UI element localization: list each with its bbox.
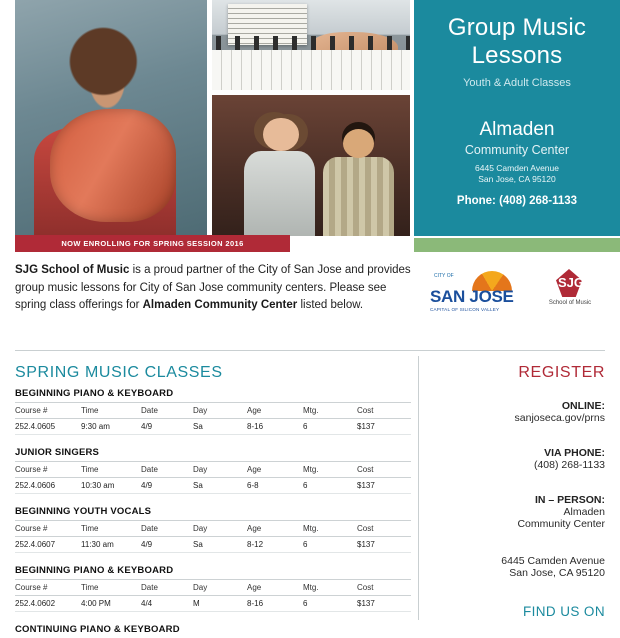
decorative-shape — [34, 127, 176, 236]
table-row — [15, 537, 411, 553]
child-head-shape — [343, 129, 375, 159]
register-item-label: ONLINE: — [561, 400, 605, 412]
singing-photo-art — [212, 95, 410, 236]
table-cell: 10:30 am — [81, 478, 141, 494]
partner-logos — [428, 266, 608, 328]
column-header: Course # — [15, 580, 81, 596]
table-cell: 8-16 — [247, 596, 303, 612]
photo-two-children-singing — [212, 95, 410, 236]
logo-tagline-text: CAPITAL OF SILICON VALLEY — [430, 307, 500, 312]
column-header: Cost — [357, 462, 411, 478]
table-cell: 11:30 am — [81, 537, 141, 553]
table-cell: 4/9 — [141, 478, 193, 494]
table-cell: 6 — [303, 537, 357, 553]
table-cell: 252.4.0606 — [15, 478, 81, 494]
phone-number: Phone: (408) 268-1133 — [456, 195, 578, 207]
table-cell: 252.4.0602 — [15, 596, 81, 612]
column-header: Age — [247, 462, 303, 478]
column-header: Course # — [15, 462, 81, 478]
column-header: Mtg. — [303, 521, 357, 537]
class-category-block — [15, 388, 411, 435]
table-cell: 6-8 — [247, 478, 303, 494]
column-header: Mtg. — [303, 462, 357, 478]
table-cell: 252.4.0607 — [15, 537, 81, 553]
sjg-school-of-music-logo — [542, 269, 598, 325]
table-cell: $137 — [357, 537, 411, 553]
spring-classes-heading: SPRING MUSIC CLASSES — [15, 364, 223, 381]
white-keys-shape — [212, 50, 410, 90]
column-header: Age — [247, 521, 303, 537]
piano-photo-art — [212, 0, 410, 90]
table-cell: $137 — [357, 419, 411, 435]
header-panel — [414, 0, 620, 236]
column-header: Age — [247, 580, 303, 596]
table-header-row — [15, 403, 411, 419]
column-header: Cost — [357, 580, 411, 596]
column-header: Course # — [15, 403, 81, 419]
address-line-2: San Jose, CA 95120 — [478, 174, 556, 184]
column-header: Date — [141, 580, 193, 596]
logo-sjg-label: School of Music — [548, 300, 592, 306]
column-header: Course # — [15, 521, 81, 537]
guitar-photo-art — [15, 0, 207, 236]
table-cell: Sa — [193, 478, 247, 494]
enrolling-ribbon: NOW ENROLLING FOR SPRING SESSION 2016 — [15, 235, 290, 252]
table-cell: 6 — [303, 596, 357, 612]
register-item-value: 6445 Camden Avenue — [501, 555, 605, 567]
column-header: Time — [81, 521, 141, 537]
green-accent-bar — [414, 238, 620, 252]
column-header: Day — [193, 462, 247, 478]
register-heading: REGISTER — [518, 364, 605, 381]
column-header: Age — [247, 403, 303, 419]
table-cell: Sa — [193, 419, 247, 435]
table-cell: 4/9 — [141, 419, 193, 435]
table-cell: 6 — [303, 419, 357, 435]
class-category-title: BEGINNING PIANO & KEYBOARD — [15, 388, 174, 399]
class-category-title: BEGINNING PIANO & KEYBOARD — [15, 565, 174, 576]
register-item-value[interactable]: sanjoseca.gov/prns — [514, 412, 605, 424]
class-category-title: JUNIOR SINGERS — [15, 447, 100, 458]
register-item-value: Community Center — [517, 518, 605, 530]
table-cell: 4:00 PM — [81, 596, 141, 612]
column-header: Date — [141, 403, 193, 419]
table-cell: 9:30 am — [81, 419, 141, 435]
register-item — [429, 400, 605, 424]
class-schedule-table — [15, 579, 411, 612]
column-header: Time — [81, 403, 141, 419]
register-item — [429, 555, 605, 579]
table-row — [15, 419, 411, 435]
column-header: Date — [141, 521, 193, 537]
register-item-label: VIA PHONE: — [544, 447, 605, 459]
page-subtitle: Youth & Adult Classes — [463, 77, 571, 89]
register-item-label: IN – PERSON: — [534, 494, 605, 506]
class-schedule-table — [15, 461, 411, 494]
center-subname: Community Center — [464, 143, 570, 157]
horizontal-divider — [15, 350, 605, 351]
center-name: Almaden — [479, 119, 555, 140]
logo-cityof-text: CITY OF — [434, 273, 454, 279]
class-category-block — [15, 565, 411, 612]
table-cell: 8-12 — [247, 537, 303, 553]
table-cell: 8-16 — [247, 419, 303, 435]
intro-text-1: is a proud partner of the City of San Jose and provides group music lessons for City of San Jose community centers. Please see spring class offerings for — [15, 264, 411, 311]
page-title: Group Music Lessons — [447, 14, 587, 69]
logo-sanjose-text: SAN JOSE — [430, 287, 514, 306]
register-item-value: San Jose, CA 95120 — [509, 567, 605, 579]
register-item — [429, 447, 605, 471]
column-header: Mtg. — [303, 580, 357, 596]
table-cell: 252.4.0605 — [15, 419, 81, 435]
photo-hands-on-piano-keys — [212, 0, 410, 90]
photo-girl-playing-guitar — [15, 0, 207, 236]
table-cell: 4/9 — [141, 537, 193, 553]
logo-sjg-text: SJG — [558, 275, 585, 290]
child-head-shape — [263, 118, 299, 152]
class-category-block — [15, 506, 411, 553]
column-header: Day — [193, 403, 247, 419]
table-header-row — [15, 462, 411, 478]
table-cell: 6 — [303, 478, 357, 494]
find-us-on-heading: FIND US ON — [522, 604, 605, 619]
photo-grid — [0, 0, 410, 252]
child-shape — [244, 151, 315, 236]
address-line-1: 6445 Camden Avenue — [475, 163, 559, 173]
register-item — [429, 494, 605, 530]
class-category-block — [15, 447, 411, 494]
column-header: Mtg. — [303, 403, 357, 419]
hero-banner — [0, 0, 620, 252]
column-header: Date — [141, 462, 193, 478]
column-header: Time — [81, 462, 141, 478]
city-of-san-jose-logo — [428, 269, 520, 325]
intro-text-2: listed below. — [297, 299, 364, 311]
table-cell: $137 — [357, 596, 411, 612]
column-header: Day — [193, 580, 247, 596]
intro-paragraph — [15, 262, 413, 315]
table-row — [15, 478, 411, 494]
class-category-title: BEGINNING YOUTH VOCALS — [15, 506, 152, 517]
register-item-value[interactable]: (408) 268-1133 — [533, 459, 605, 471]
table-cell: Sa — [193, 537, 247, 553]
intro-center: Almaden Community Center — [142, 299, 298, 311]
intro-brand: SJG School of Music — [15, 264, 130, 276]
column-header: Cost — [357, 403, 411, 419]
child-shape — [323, 157, 394, 236]
register-item-value: Almaden — [563, 506, 605, 518]
vertical-divider — [418, 356, 419, 620]
table-cell: M — [193, 596, 247, 612]
class-schedule-table — [15, 402, 411, 435]
table-header-row — [15, 521, 411, 537]
table-row — [15, 596, 411, 612]
class-schedule-table — [15, 520, 411, 553]
black-keys-shape — [212, 36, 410, 50]
column-header: Cost — [357, 521, 411, 537]
class-category-title: CONTINUING PIANO & KEYBOARD — [15, 624, 180, 635]
table-cell: $137 — [357, 478, 411, 494]
column-header: Time — [81, 580, 141, 596]
table-header-row — [15, 580, 411, 596]
class-category-block — [15, 624, 411, 638]
table-cell: 4/4 — [141, 596, 193, 612]
column-header: Day — [193, 521, 247, 537]
